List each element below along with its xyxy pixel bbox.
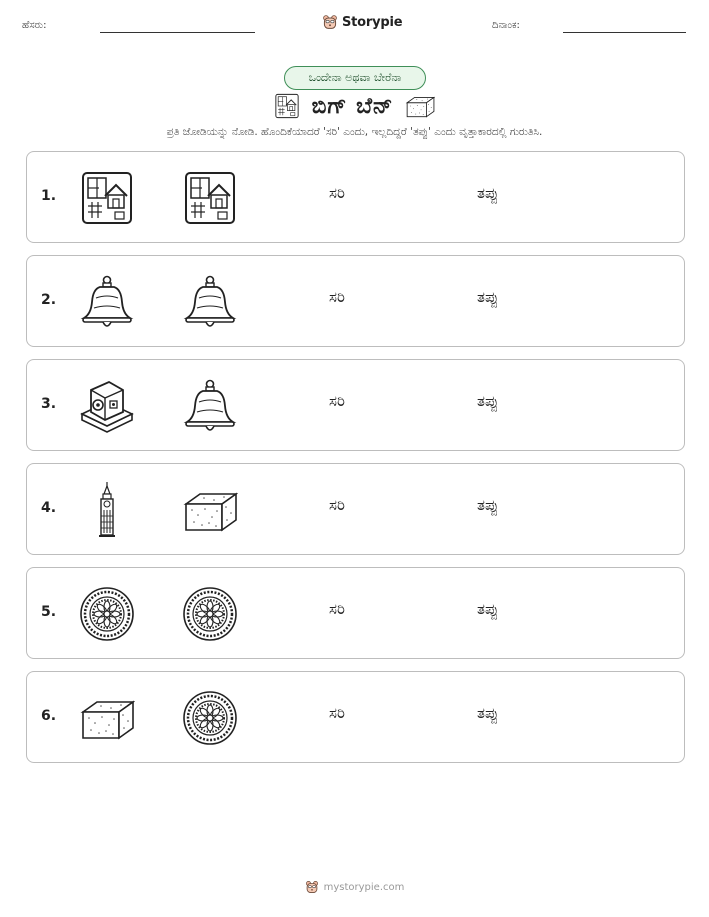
- question-number: 2.: [41, 292, 57, 308]
- ornamental-medallion-icon: [182, 690, 238, 746]
- question-row-4: [26, 463, 685, 555]
- clock-mechanism-icon: [79, 378, 135, 434]
- worksheet-header: [0, 14, 709, 38]
- question-row-5: [26, 567, 685, 659]
- option-wrong[interactable]: ತಪ್ಪು: [477, 184, 499, 202]
- house-blueprint-icon: [274, 93, 300, 119]
- bell-icon: [79, 274, 135, 330]
- ornamental-medallion-icon: [79, 586, 135, 642]
- mascot-icon: [322, 14, 338, 30]
- option-wrong[interactable]: ತಪ್ಪು: [477, 600, 499, 618]
- option-correct[interactable]: ಸರಿ: [329, 496, 345, 514]
- ornamental-medallion-icon: [182, 586, 238, 642]
- clock-tower-icon: [79, 482, 135, 538]
- option-wrong[interactable]: ತಪ್ಪು: [477, 704, 499, 722]
- footer-url[interactable]: mystorypie.com: [323, 881, 405, 893]
- name-line[interactable]: [100, 32, 255, 33]
- logo-text: Storypie: [342, 14, 403, 30]
- house-blueprint-icon: [182, 170, 238, 226]
- date-line[interactable]: [563, 32, 686, 33]
- option-wrong[interactable]: ತಪ್ಪು: [477, 392, 499, 410]
- mascot-icon: [305, 880, 319, 894]
- option-wrong[interactable]: ತಪ್ಪು: [477, 288, 499, 306]
- question-number: 5.: [41, 604, 57, 620]
- date-label: ದಿನಾಂಕ:: [492, 20, 520, 31]
- question-row-3: [26, 359, 685, 451]
- question-row-2: [26, 255, 685, 347]
- question-number: 4.: [41, 500, 57, 516]
- storypie-logo: [322, 14, 402, 30]
- page-title: ಬಿಗ್ ಬೆನ್: [311, 93, 394, 119]
- footer: [0, 880, 709, 894]
- option-wrong[interactable]: ತಪ್ಪು: [477, 496, 499, 514]
- activity-badge: ಒಂದೇನಾ ಅಥವಾ ಬೇರೆನಾ: [284, 66, 426, 90]
- question-number: 6.: [41, 708, 57, 724]
- option-correct[interactable]: ಸರಿ: [329, 600, 345, 618]
- question-number: 3.: [41, 396, 57, 412]
- question-row-1: [26, 151, 685, 243]
- title-row: [0, 90, 709, 122]
- name-label: ಹೆಸರು:: [22, 20, 47, 31]
- option-correct[interactable]: ಸರಿ: [329, 184, 345, 202]
- question-number: 1.: [41, 188, 57, 204]
- stone-block-icon: [182, 482, 238, 538]
- option-correct[interactable]: ಸರಿ: [329, 392, 345, 410]
- question-row-6: [26, 671, 685, 763]
- instructions: ಪ್ರತಿ ಜೋಡಿಯನ್ನು ನೋಡಿ. ಹೊಂದಿಕೆಯಾದರೆ 'ಸರಿ' ಎಂದು, ಇಲ್ಲದಿದ್ದರೆ 'ತಪ್ಪು' ಎಂದು ವೃತ್ತಾಕಾರದಲ್ಲಿ ಗುರುತಿಸಿ.: [166, 126, 543, 138]
- house-blueprint-icon: [79, 170, 135, 226]
- stone-block-icon: [405, 91, 435, 121]
- bell-icon: [182, 274, 238, 330]
- option-correct[interactable]: ಸರಿ: [329, 288, 345, 306]
- option-correct[interactable]: ಸರಿ: [329, 704, 345, 722]
- bell-icon: [182, 378, 238, 434]
- stone-block-icon: [79, 690, 135, 746]
